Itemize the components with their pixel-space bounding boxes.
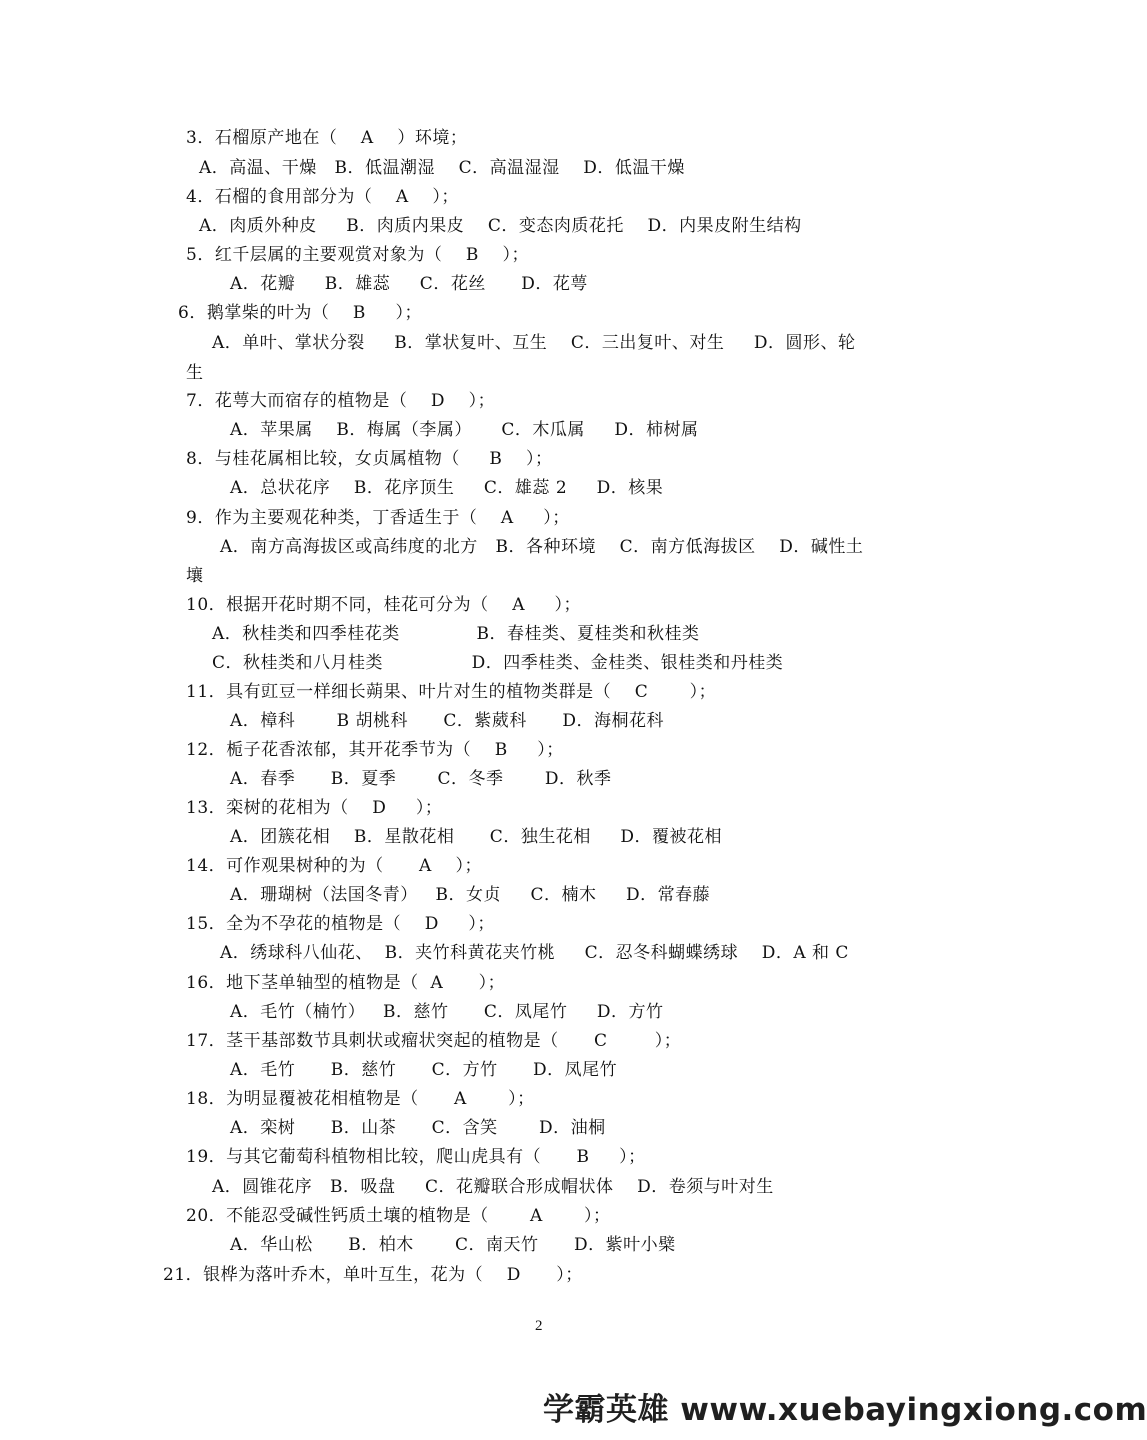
question-9: 9．作为主要观花种类，丁香适生于（ A ）；	[186, 508, 570, 528]
options-8: A．总状花序 B．花序顶生 C．雄蕊 2 D．核果	[230, 478, 664, 498]
options-9-continued: 壤	[186, 566, 204, 586]
question-3: 3．石榴原产地在（ A ）环境；	[186, 128, 468, 148]
options-4: A．肉质外种皮 B．肉质内果皮 C．变态肉质花托 D．内果皮附生结构	[199, 216, 802, 236]
question-5: 5．红千层属的主要观赏对象为（ B ）；	[186, 245, 530, 265]
options-16: A．毛竹（楠竹） B．慈竹 C．凤尾竹 D．方竹	[230, 1002, 664, 1022]
question-8: 8．与桂花属相比较，女贞属植物（ B ）；	[186, 449, 553, 469]
question-19: 19．与其它葡萄科植物相比较，爬山虎具有（ B ）；	[186, 1147, 646, 1167]
question-17: 17．茎干基部数节具刺状或瘤状突起的植物是（ C ）；	[186, 1031, 682, 1051]
question-12: 12．栀子花香浓郁，其开花季节为（ B ）；	[186, 740, 564, 760]
options-19: A．圆锥花序 B．吸盘 C．花瓣联合形成帽状体 D．卷须与叶对生	[212, 1177, 774, 1197]
question-4: 4．石榴的食用部分为（ A ）；	[186, 187, 459, 207]
options-9: A．南方高海拔区或高纬度的北方 B．各种环境 C．南方低海拔区 D．碱性土	[220, 537, 864, 557]
options-13: A．团簇花相 B．星散花相 C．独生花相 D．覆被花相	[230, 827, 722, 847]
question-11: 11．具有豇豆一样细长蒴果、叶片对生的植物类群是（ C ）；	[186, 682, 717, 702]
options-11: A．樟科 B 胡桃科 C．紫葳科 D．海桐花科	[230, 711, 664, 731]
options-6-continued: 生	[186, 363, 204, 383]
options-6: A．单叶、掌状分裂 B．掌状复叶、互生 C．三出复叶、对生 D．圆形、轮	[212, 333, 856, 353]
options-3: A．高温、干燥 B．低温潮湿 C．高温湿湿 D．低温干燥	[199, 158, 685, 178]
options-10-row2: C．秋桂类和八月桂类 D．四季桂类、金桂类、银桂类和丹桂类	[212, 653, 784, 673]
options-20: A．华山松 B．柏木 C．南天竹 D．紫叶小檗	[230, 1235, 676, 1255]
question-15: 15．全为不孕花的植物是（ D ）；	[186, 914, 495, 934]
options-18: A．栾树 B．山茶 C．含笑 D．油桐	[230, 1118, 606, 1138]
options-14: A．珊瑚树（法国冬青） B．女贞 C．楠木 D．常春藤	[230, 885, 711, 905]
page-number: 2	[535, 1318, 543, 1334]
question-18: 18．为明显覆被花相植物是（ A ）；	[186, 1089, 535, 1109]
question-7: 7．花萼大而宿存的植物是（ D ）；	[186, 391, 496, 411]
question-10: 10．根据开花时期不同，桂花可分为（ A ）；	[186, 595, 582, 615]
question-20: 20．不能忍受碱性钙质土壤的植物是（ A ）；	[186, 1206, 611, 1226]
question-13: 13．栾树的花相为（ D ）；	[186, 798, 443, 818]
question-6: 6．鹅掌柴的叶为（ B ）；	[178, 303, 422, 323]
options-12: A．春季 B．夏季 C．冬季 D．秋季	[230, 769, 612, 789]
question-14: 14．可作观果树种的为（ A ）；	[186, 856, 482, 876]
options-17: A．毛竹 B．慈竹 C．方竹 D．凤尾竹	[230, 1060, 618, 1080]
options-7: A．苹果属 B．梅属（李属） C．木瓜属 D．柿树属	[230, 420, 699, 440]
options-5: A．花瓣 B．雄蕊 C．花丝 D．花萼	[230, 274, 588, 294]
options-10-row1: A．秋桂类和四季桂花类 B．春桂类、夏桂类和秋桂类	[212, 624, 700, 644]
question-21: 21．银桦为落叶乔木，单叶互生，花为（ D ）；	[163, 1265, 583, 1285]
options-15: A．绣球科八仙花、 B．夹竹科黄花夹竹桃 C．忍冬科蝴蝶绣球 D．A 和 C	[220, 943, 849, 963]
question-16: 16．地下茎单轴型的植物是（ A ）；	[186, 973, 506, 993]
watermark: 学霸英雄 www.xuebayingxiong.com	[543, 1392, 1147, 1428]
